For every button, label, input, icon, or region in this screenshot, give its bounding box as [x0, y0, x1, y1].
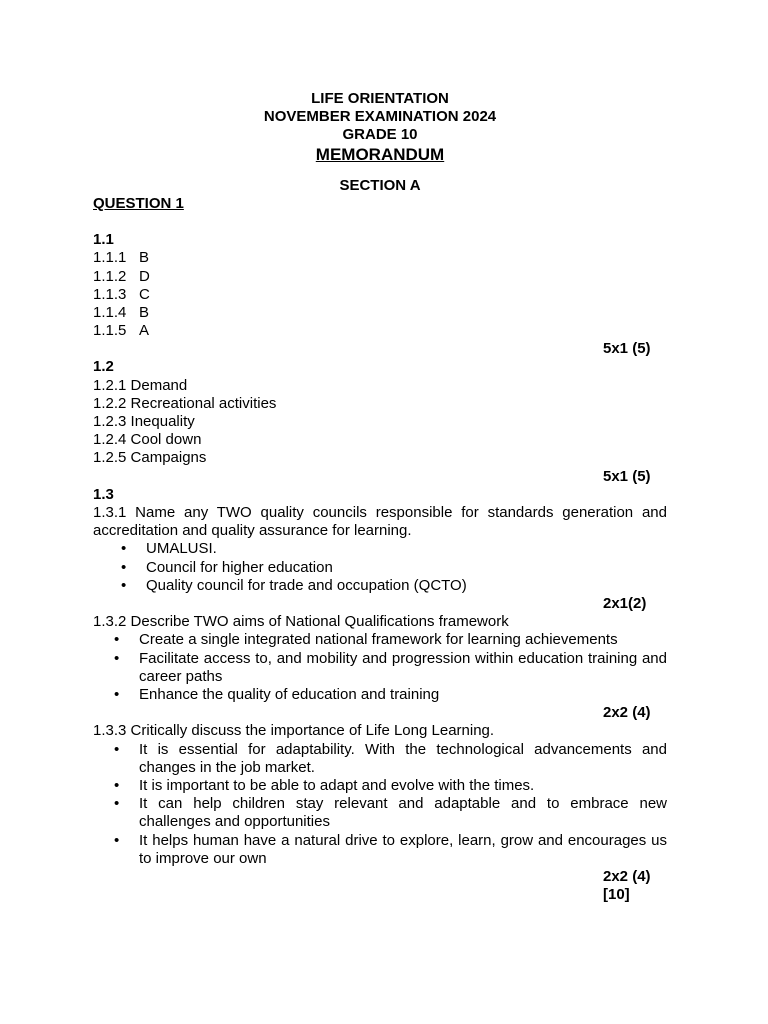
subject-title: LIFE ORIENTATION: [311, 90, 449, 107]
bullet-icon: •: [114, 795, 120, 813]
q13-heading: 1.3: [93, 485, 114, 503]
list-item: • It is essential for adaptability. With the technological advancements and changes in the job market.: [114, 740, 667, 776]
q12-item: 1.2.5 Campaigns: [93, 449, 207, 467]
question-heading: QUESTION 1: [93, 194, 184, 212]
q131-question: 1.3.1 Name any TWO quality councils responsible for standards generation and accreditation and quality assurance for learning.: [93, 503, 667, 540]
q132-question: 1.3.2 Describe TWO aims of National Qualifications framework: [93, 613, 509, 631]
bullet-icon: •: [121, 576, 127, 594]
memo-content: [93, 90, 667, 904]
bullet-icon: •: [121, 540, 127, 558]
bullet-icon: •: [114, 685, 120, 703]
q11-heading: 1.1: [93, 231, 114, 249]
list-item: • It is important to be able to adapt and evolve with the times.: [114, 776, 535, 794]
list-item: • Create a single integrated national framework for learning achievements: [114, 631, 618, 649]
list-item: • UMALUSI.: [121, 540, 217, 558]
q133-marks: 2x2 (4): [603, 867, 651, 885]
grade-title: GRADE 10: [342, 126, 418, 144]
q11-marks: 5x1 (5): [603, 340, 651, 358]
memorandum-title: MEMORANDUM: [315, 144, 445, 164]
bullet-icon: •: [114, 831, 120, 849]
q12-item: 1.2.1 Demand: [93, 376, 188, 394]
q11-item: 1.1.2 D: [93, 267, 150, 285]
bullet-icon: •: [114, 631, 120, 649]
list-item: • Enhance the quality of education and training: [114, 685, 440, 703]
bullet-icon: •: [121, 558, 127, 576]
list-item: • It can help children stay relevant and adaptable and to embrace new challenges and opportunities: [114, 795, 667, 831]
q12-heading: 1.2: [93, 358, 114, 376]
q12-item: 1.2.2 Recreational activities: [93, 394, 277, 412]
q132-marks: 2x2 (4): [603, 704, 651, 722]
list-item: • It helps human have a natural drive to explore, learn, grow and encourages us to improve our own: [114, 831, 667, 867]
bullet-icon: •: [114, 776, 120, 794]
list-item: • Quality council for trade and occupation (QCTO): [121, 576, 467, 594]
bullet-icon: •: [114, 740, 120, 758]
q131-answer-list: [93, 540, 667, 595]
q131-marks: 2x1(2): [603, 594, 647, 612]
q132-answer-list: [93, 631, 667, 704]
question-total: [10]: [603, 886, 630, 904]
q133-answer-list: [93, 741, 667, 868]
q12-item: 1.2.3 Inequality: [93, 413, 195, 430]
list-item: • Council for higher education: [121, 558, 333, 576]
exam-title: NOVEMBER EXAMINATION 2024: [263, 108, 497, 126]
q133-question: 1.3.3 Critically discuss the importance of Life Long Learning.: [93, 722, 495, 740]
q11-item: 1.1.1 B: [93, 249, 150, 267]
q12-marks: 5x1 (5): [603, 467, 651, 485]
section-heading: SECTION A: [339, 176, 421, 194]
q12-item: 1.2.4 Cool down: [93, 431, 202, 449]
q11-item: 1.1.5 A: [93, 322, 150, 340]
list-item: • Facilitate access to, and mobility and progression within education training and career paths: [114, 649, 667, 685]
bullet-icon: •: [114, 649, 120, 667]
q11-item: 1.1.3 C: [93, 285, 150, 303]
q11-item: 1.1.4 B: [93, 303, 150, 321]
